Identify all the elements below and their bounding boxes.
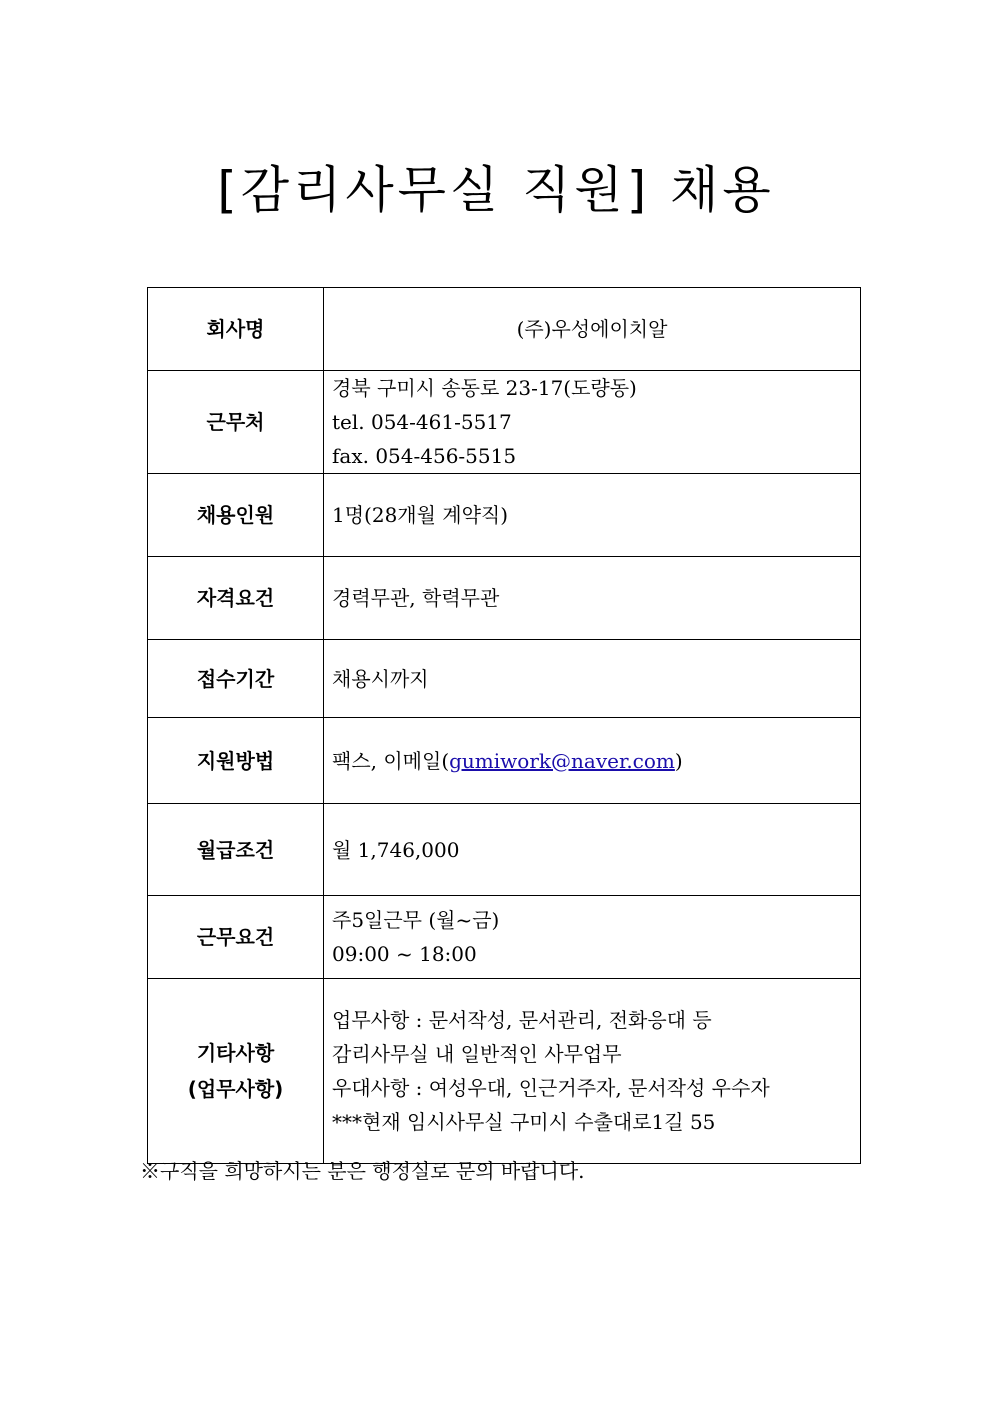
table-row-application-period [148, 640, 861, 718]
job-posting-table [147, 287, 861, 1164]
label-other [148, 979, 324, 1164]
label-qualifications: 자격요건 [148, 557, 324, 640]
label-other-sub: (업무사항) [187, 1077, 284, 1101]
label-application-method: 지원방법 [148, 718, 324, 804]
work-days-text: 주5일근무 (월~금) [332, 908, 500, 932]
value-application-method [324, 718, 861, 804]
application-method-suffix: ) [674, 748, 683, 773]
label-headcount: 채용인원 [148, 474, 324, 557]
salary-text: 월 1,746,000 [332, 837, 460, 862]
table-row-other [148, 979, 861, 1164]
application-period-text: 채용시까지 [332, 666, 429, 691]
other-line-4: ***현재 임시사무실 구미시 수출대로1길 55 [332, 1110, 716, 1134]
value-application-period [324, 640, 861, 718]
workplace-address: 경북 구미시 송동로 23-17(도량동) [332, 376, 637, 400]
table-row-application-method [148, 718, 861, 804]
application-method-prefix: 팩스, 이메일( [332, 748, 450, 773]
table-row-company [148, 288, 861, 371]
label-company: 회사명 [148, 288, 324, 371]
value-headcount [324, 474, 861, 557]
value-qualifications [324, 557, 861, 640]
label-other-main: 기타사항 [196, 1041, 275, 1065]
other-line-3: 우대사항 : 여성우대, 인근거주자, 문서작성 우수자 [332, 1076, 770, 1100]
label-salary: 월급조건 [148, 804, 324, 896]
application-method-text [332, 744, 860, 778]
workplace-fax: fax. 054-456-5515 [332, 444, 517, 468]
table-row-headcount [148, 474, 861, 557]
label-workplace: 근무처 [148, 371, 324, 474]
label-work-conditions: 근무요건 [148, 896, 324, 979]
workplace-tel: tel. 054-461-5517 [332, 410, 512, 434]
other-line-2: 감리사무실 내 일반적인 사무업무 [332, 1042, 622, 1066]
table-row-qualifications [148, 557, 861, 640]
company-name: (주)우성에이치알 [516, 317, 668, 341]
value-other [324, 979, 861, 1164]
value-salary [324, 804, 861, 896]
qualifications-text: 경력무관, 학력무관 [332, 586, 500, 610]
table-row-workplace [148, 371, 861, 474]
table-row-work-conditions [148, 896, 861, 979]
value-company [324, 288, 861, 371]
footer-note: ※구직을 희망하시는 분은 행정실로 문의 바랍니다. [140, 1159, 585, 1183]
headcount-text: 1명(28개월 계약직) [332, 503, 509, 527]
value-work-conditions [324, 896, 861, 979]
page-title: [감리사무실 직원] 채용 [217, 161, 775, 219]
label-application-period: 접수기간 [148, 640, 324, 718]
table-row-salary [148, 804, 861, 896]
other-line-1: 업무사항 : 문서작성, 문서관리, 전화응대 등 [332, 1008, 712, 1032]
email-link[interactable]: gumiwork@naver.com [449, 748, 675, 773]
work-hours-text: 09:00 ~ 18:00 [332, 942, 477, 966]
value-workplace [324, 371, 861, 474]
